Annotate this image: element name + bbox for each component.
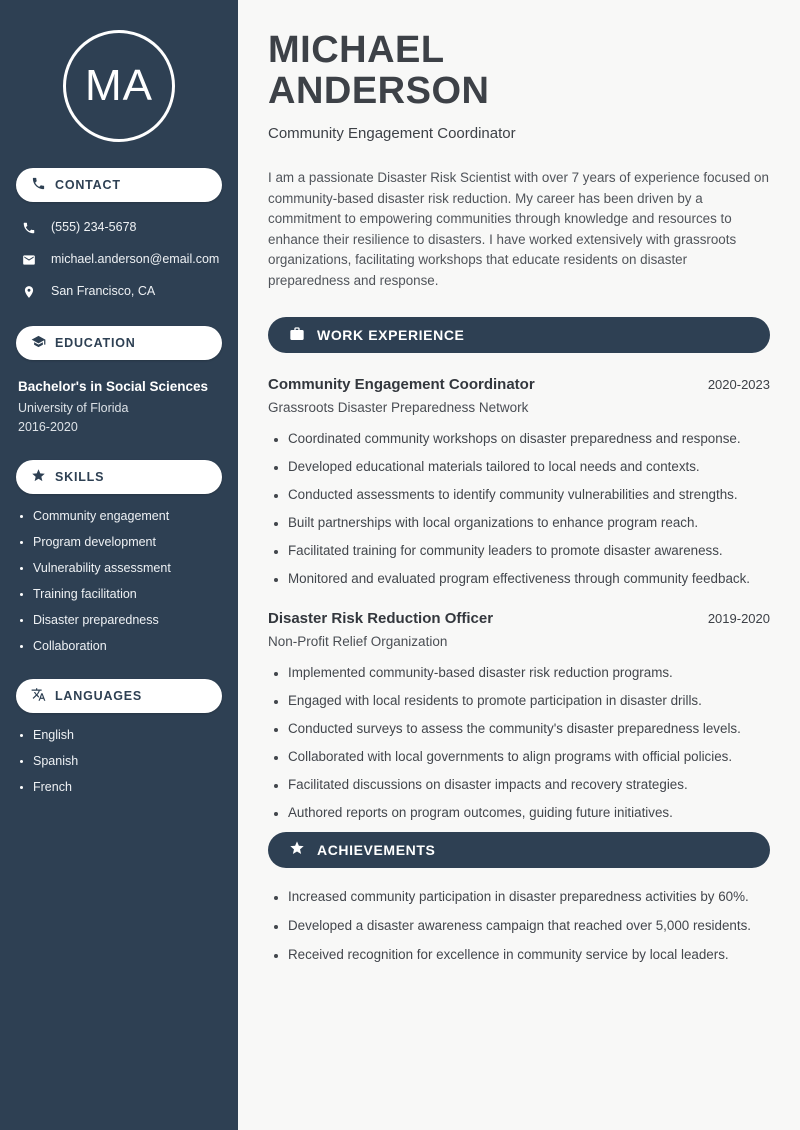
contact-email (22, 252, 228, 270)
candidate-name (268, 30, 770, 112)
job-header-row (268, 376, 770, 393)
skill-item: • Program development (33, 535, 226, 549)
education-degree: Bachelor's in Social Sciences (18, 379, 209, 394)
location-pin-icon (22, 284, 36, 302)
avatar-initials: MA (85, 61, 153, 110)
candidate-last-name: ANDERSON (268, 70, 490, 113)
job-company: Grassroots Disaster Preparedness Network (268, 400, 529, 416)
skill-item: • Collaboration (33, 639, 226, 653)
star-icon (31, 468, 46, 486)
contact-location-value: San Francisco, CA (51, 284, 156, 298)
star-icon (289, 840, 305, 859)
achievements-section-header (268, 832, 770, 868)
language-item: • Spanish (33, 754, 226, 768)
job-dates: 2019-2020 (707, 611, 770, 627)
job-bullet: • Monitored and evaluated program effectiveness through community feedback. (288, 570, 770, 587)
job-company: Non-Profit Relief Organization (268, 634, 448, 650)
contact-section-label: CONTACT (55, 178, 121, 192)
translate-icon (31, 687, 46, 705)
skills-section-label: SKILLS (55, 470, 105, 484)
job-title: Community Engagement Coordinator (268, 376, 535, 394)
skill-item: • Disaster preparedness (33, 613, 226, 627)
sidebar (0, 0, 238, 1130)
education-years: 2016-2020 (18, 420, 78, 434)
graduation-cap-icon (31, 334, 46, 352)
skill-item: • Training facilitation (33, 587, 226, 601)
summary-paragraph: I am a passionate Disaster Risk Scientist with over 7 years of experience focused on community-based disaster risk reduction. My career has been driven by a commitment to empowering communities through knowledge and resources to enhance their resilience to disasters. I have worked extensively with grassroots organizations, facilitating workshops that educate residents on disaster preparedness and response. (268, 170, 769, 288)
job-bullet: • Conducted surveys to assess the community's disaster preparedness levels. (288, 720, 770, 737)
candidate-first-name: MICHAEL (268, 29, 445, 71)
contact-section-header (16, 168, 222, 202)
job-bullet: • Collaborated with local governments to align programs with official policies. (288, 748, 770, 765)
job-bullet: • Built partnerships with local organizations to enhance program reach. (288, 514, 770, 531)
education-section-header (16, 326, 222, 360)
contact-location (22, 284, 228, 302)
phone-icon (22, 220, 36, 238)
job-bullet: • Engaged with local residents to promote participation in disaster drills. (288, 692, 770, 709)
job-bullet: • Facilitated discussions on disaster impacts and recovery strategies. (288, 776, 770, 793)
job-bullet: • Conducted assessments to identify community vulnerabilities and strengths. (288, 486, 770, 503)
job-title: Disaster Risk Reduction Officer (268, 610, 494, 628)
achievements-list (268, 888, 770, 964)
contact-email-value: michael.anderson@email.com (51, 252, 220, 266)
achievement-bullet: • Received recognition for excellence in community service by local leaders. (288, 946, 770, 963)
job-bullet-list (268, 664, 770, 821)
work-experience-section-header (268, 317, 770, 353)
resume-main (238, 0, 800, 1130)
phone-icon (31, 176, 46, 194)
job-bullet: • Implemented community-based disaster risk reduction programs. (288, 664, 770, 681)
skill-item: • Vulnerability assessment (33, 561, 226, 575)
job-bullet: • Coordinated community workshops on disaster preparedness and response. (288, 430, 770, 447)
candidate-job-title: Community Engagement Coordinator (268, 125, 516, 143)
languages-section-label: LANGUAGES (55, 689, 143, 703)
job-entry (268, 610, 770, 821)
job-bullet: • Facilitated training for community leaders to promote disaster awareness. (288, 542, 770, 559)
skills-list (0, 509, 238, 653)
avatar (63, 30, 175, 142)
briefcase-icon (289, 326, 305, 345)
email-icon (22, 252, 36, 270)
contact-phone-value: (555) 234-5678 (51, 220, 137, 234)
job-dates: 2020-2023 (707, 377, 770, 393)
language-item: • French (33, 780, 226, 794)
education-entry (0, 375, 238, 434)
education-school: University of Florida (18, 401, 129, 415)
languages-section-header (16, 679, 222, 713)
contact-phone (22, 220, 228, 238)
work-experience-section-label: WORK EXPERIENCE (317, 327, 465, 344)
job-bullet-list (268, 430, 770, 587)
education-section-label: EDUCATION (55, 336, 136, 350)
job-header-row (268, 610, 770, 627)
skill-item: • Community engagement (33, 509, 226, 523)
language-item: • English (33, 728, 226, 742)
languages-list (0, 728, 238, 794)
achievement-bullet: • Increased community participation in disaster preparedness activities by 60%. (288, 888, 770, 905)
job-bullet: • Developed educational materials tailored to local needs and contexts. (288, 458, 770, 475)
job-bullet: • Authored reports on program outcomes, guiding future initiatives. (288, 804, 770, 821)
contact-list (0, 217, 238, 302)
skills-section-header (16, 460, 222, 494)
achievement-bullet: • Developed a disaster awareness campaign that reached over 5,000 residents. (288, 917, 770, 934)
achievements-section-label: ACHIEVEMENTS (317, 841, 436, 858)
job-entry (268, 376, 770, 587)
